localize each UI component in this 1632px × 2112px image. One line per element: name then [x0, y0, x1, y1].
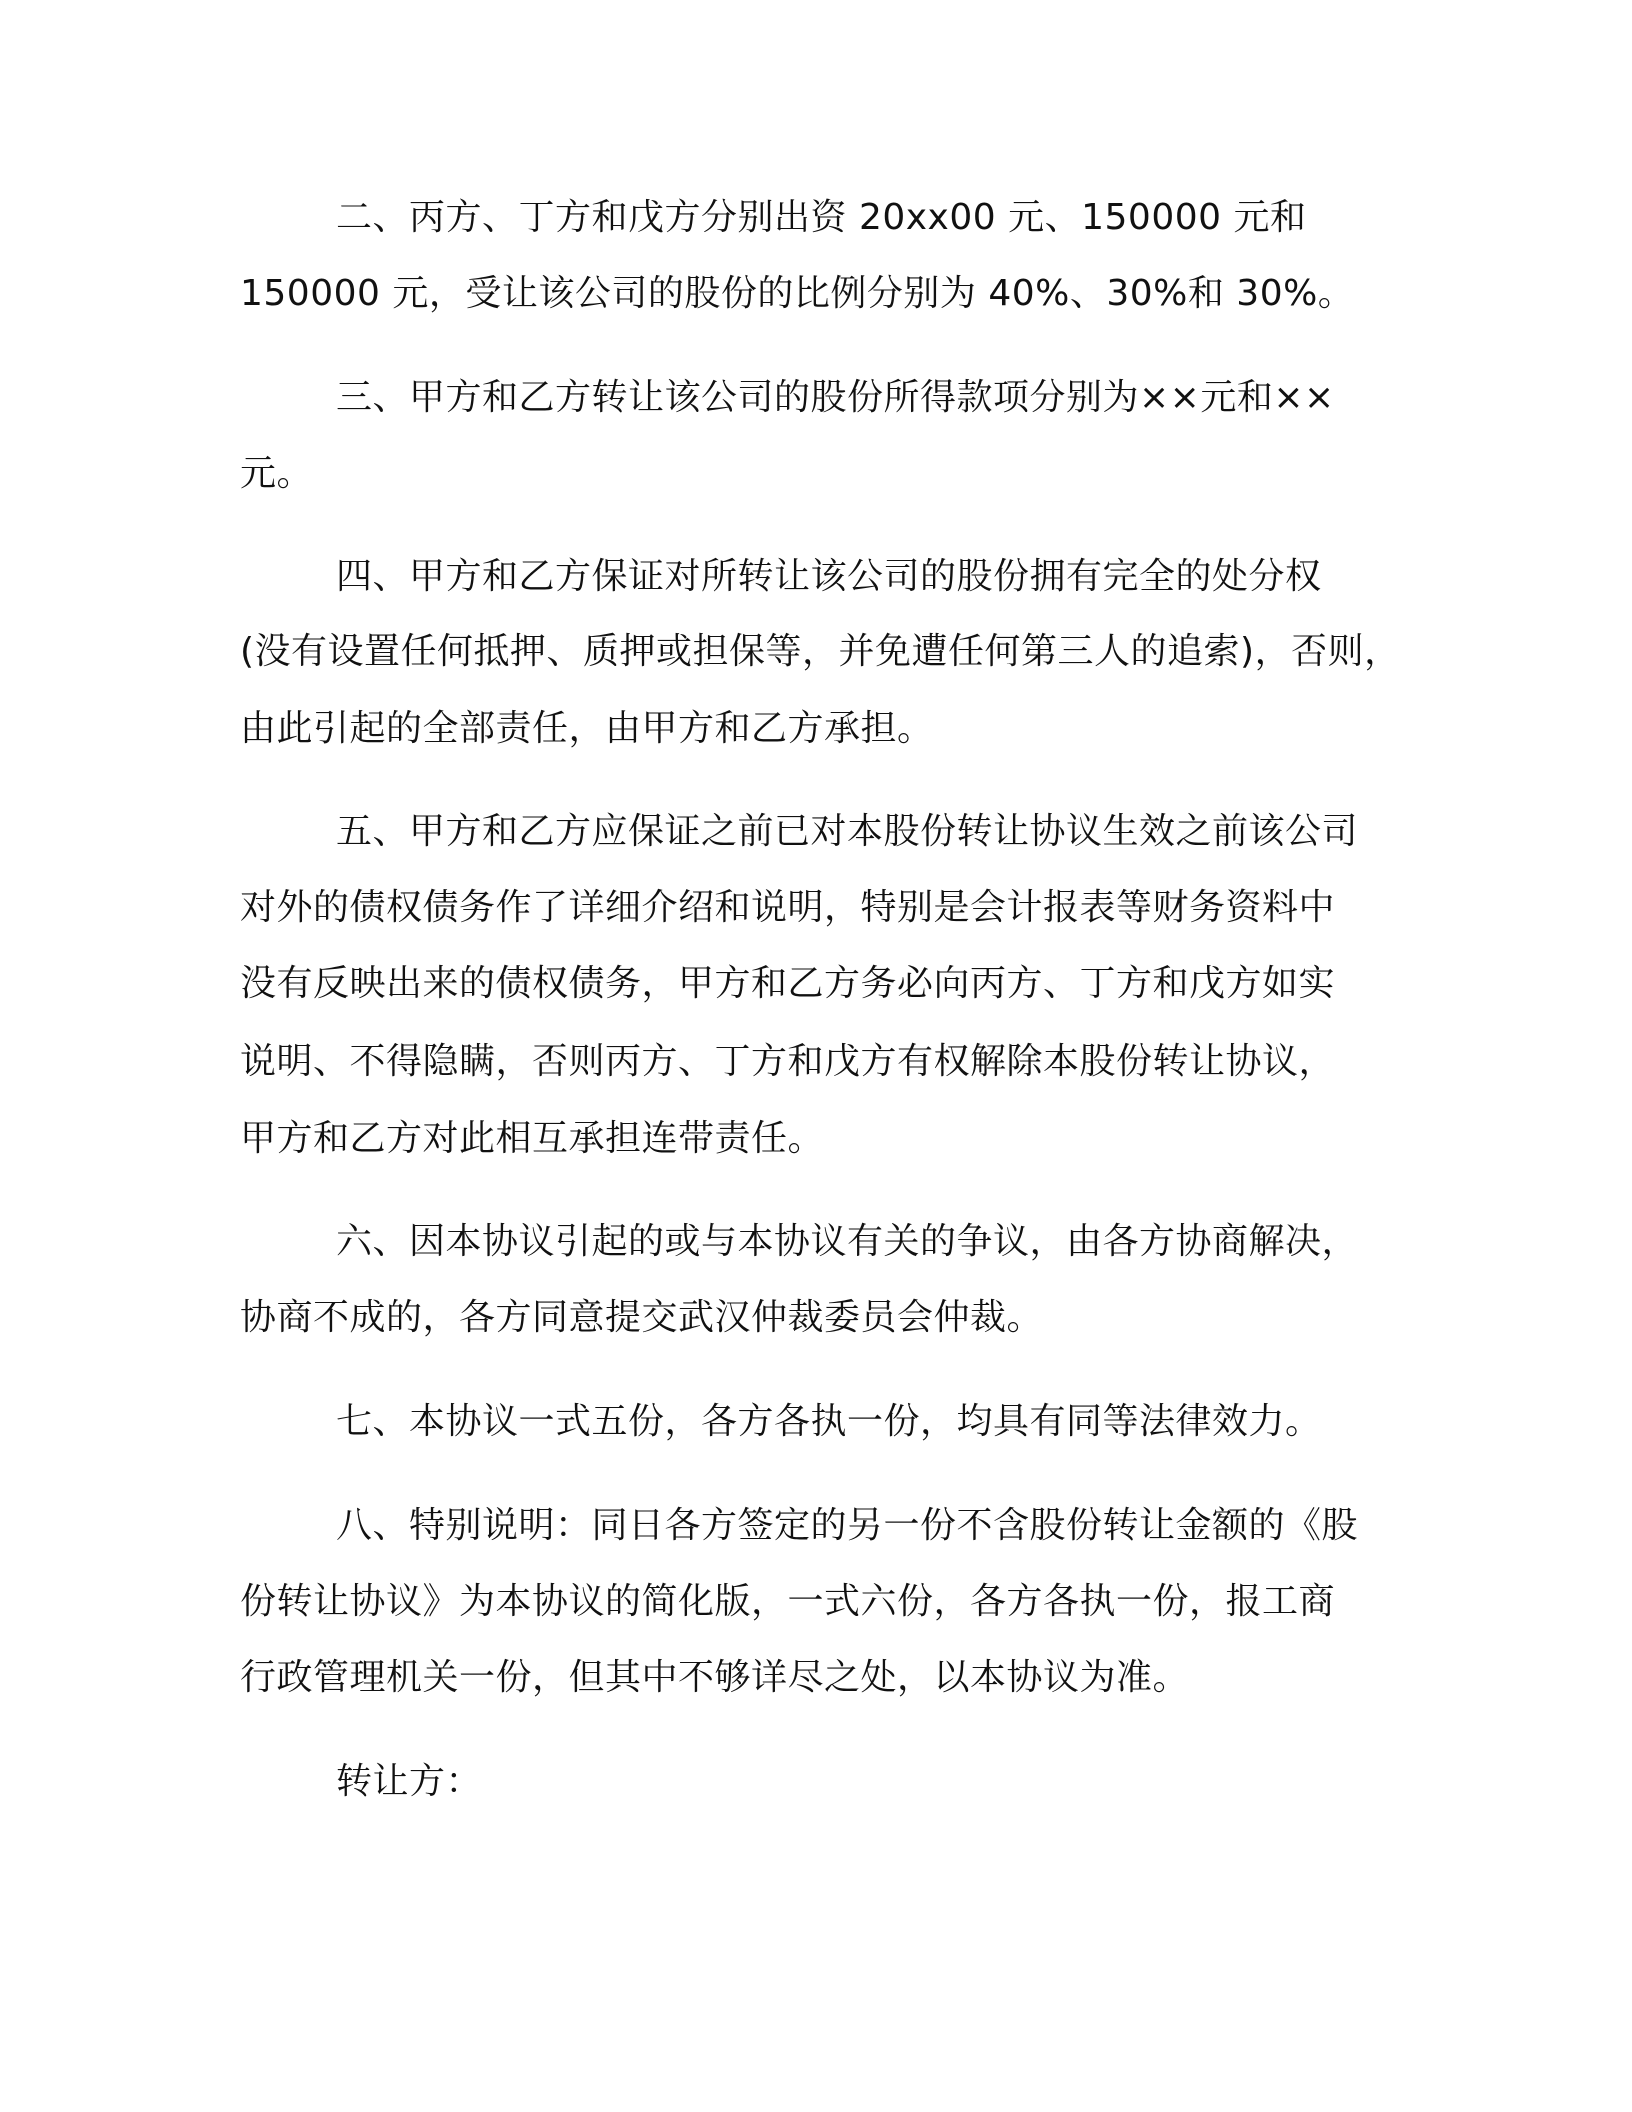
clause-7-line-1: 七、本协议一式五份，各方各执一份，均具有同等法律效力。 [336, 1401, 1322, 1442]
clause-3-line-2: 元。 [240, 453, 314, 494]
clause-5-line-5: 甲方和乙方对此相互承担连带责任。 [240, 1118, 825, 1159]
clause-8-line-1: 八、特别说明：同日各方签定的另一份不含股份转让金额的《股 [336, 1505, 1359, 1546]
clause-4-line-1: 四、甲方和乙方保证对所转让该公司的股份拥有完全的处分权 [336, 556, 1322, 597]
clause-3-line-1: 三、甲方和乙方转让该公司的股份所得款项分别为××元和×× [336, 377, 1335, 418]
clause-6-line-1: 六、因本协议引起的或与本协议有关的争议，由各方协商解决， [336, 1221, 1359, 1262]
clause-2-line-1: 二、丙方、丁方和戊方分别出资 20xx00 元、150000 元和 [336, 197, 1307, 238]
clause-5-line-2: 对外的债权债务作了详细介绍和说明，特别是会计报表等财务资料中 [240, 887, 1336, 928]
clause-6-line-2: 协商不成的，各方同意提交武汉仲裁委员会仲裁。 [240, 1297, 1044, 1338]
clause-5-line-4: 说明、不得隐瞒，否则丙方、丁方和戊方有权解除本股份转让协议， [240, 1041, 1336, 1082]
clause-5-line-3: 没有反映出来的债权债务，甲方和乙方务必向丙方、丁方和戊方如实 [240, 963, 1336, 1004]
clause-8-line-2: 份转让协议》为本协议的简化版，一式六份，各方各执一份，报工商 [240, 1581, 1336, 1622]
clause-2-line-2: 150000 元，受让该公司的股份的比例分别为 40%、30%和 30%。 [240, 273, 1355, 314]
clause-8-line-3: 行政管理机关一份，但其中不够详尽之处，以本协议为准。 [240, 1657, 1190, 1698]
clause-4-line-2: (没有设置任何抵押、质押或担保等，并免遭任何第三人的追索)，否则， [240, 631, 1401, 672]
transferor-label: 转让方： [336, 1761, 483, 1802]
clause-4-line-3: 由此引起的全部责任，由甲方和乙方承担。 [240, 708, 934, 749]
clause-5-line-1: 五、甲方和乙方应保证之前已对本股份转让协议生效之前该公司 [336, 811, 1359, 852]
